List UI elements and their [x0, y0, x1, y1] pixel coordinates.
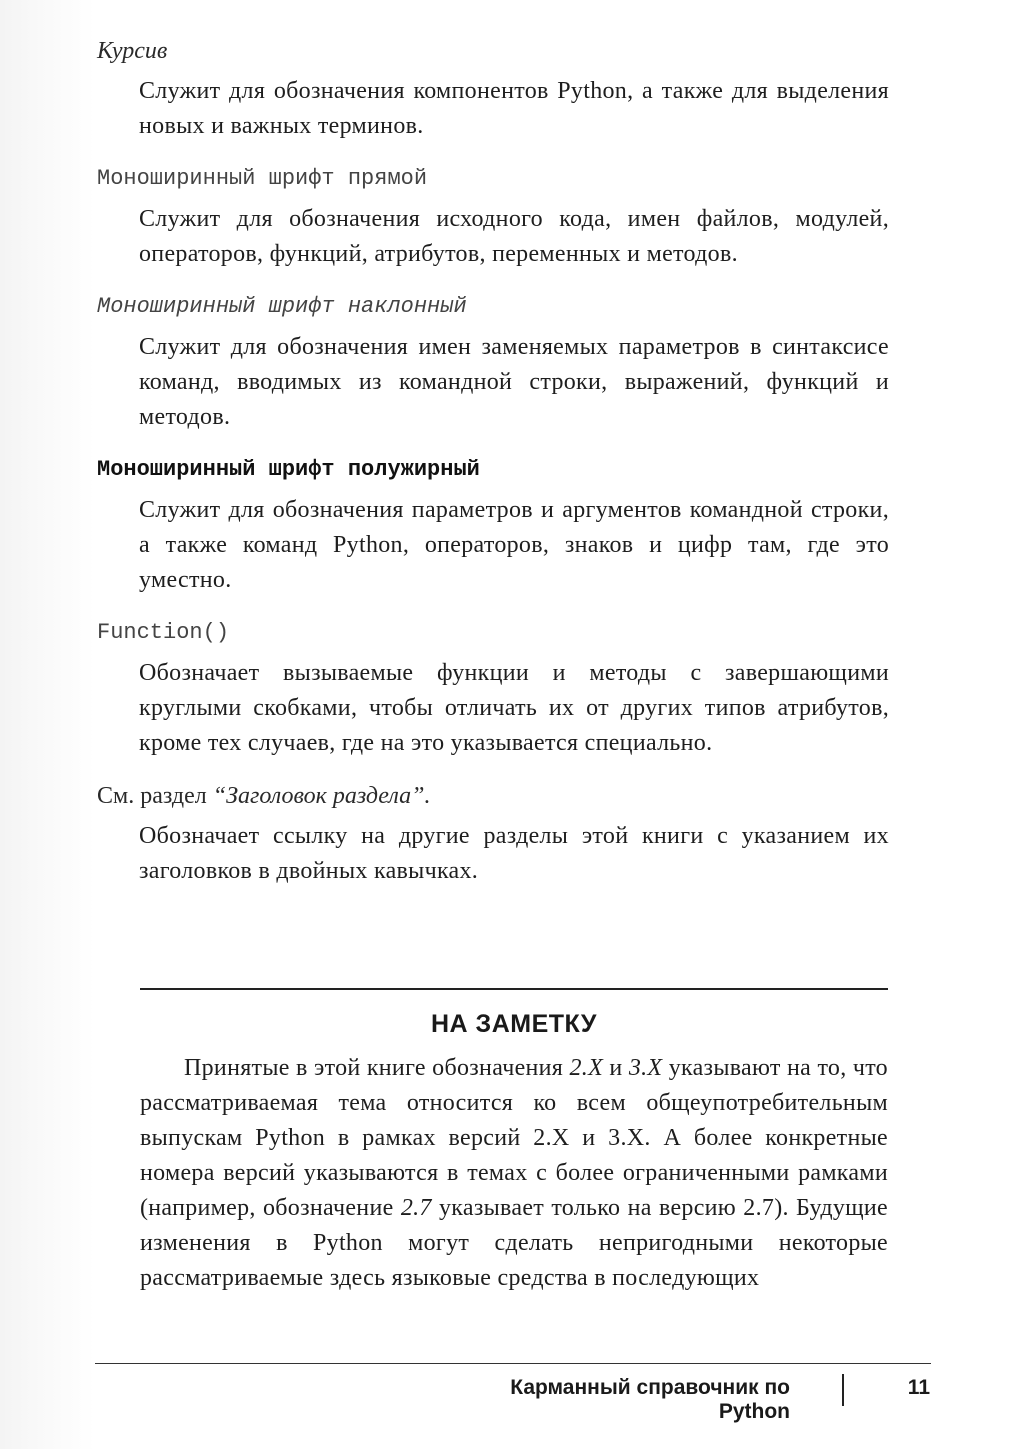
term-monospace-italic-description: Служит для обозначения имен заменяемых параметров в синтаксисе команд, вводимых из командной строки, выражений, функций и методов. — [139, 334, 889, 430]
page-shadow-edge — [0, 0, 95, 1449]
footer-page-number: 11 — [907, 1376, 930, 1399]
note-top-rule — [140, 988, 888, 990]
term-function-call: Function() — [97, 620, 230, 645]
term-monospace-regular: Моноширинный шрифт прямой — [97, 166, 428, 191]
term-section-reference-prefix: См. раздел — [97, 783, 213, 809]
term-section-reference — [97, 779, 889, 813]
term-italic-description: Служит для обозначения компонентов Python, а также для выделения новых и важных терминов. — [139, 78, 889, 139]
note-body — [140, 1051, 888, 1296]
term-italic: Курсив — [97, 38, 168, 64]
term-monospace-regular-description: Служит для обозначения исходного кода, имен файлов, модулей, операторов, функций, атрибутов, переменных и методов. — [139, 206, 889, 267]
footer-book-title: Карманный справочник по Python — [510, 1376, 790, 1423]
conventions-list — [97, 34, 889, 907]
note-text-part2: и — [603, 1055, 629, 1081]
note-text-part4: указывает только на версию 2.7). Будущие изменения в Python могут сделать непригодными некоторые рассматриваемые здесь языковые средства в последующих — [140, 1195, 889, 1291]
term-function-call-description: Обозначает вызываемые функции и методы с завершающими круглыми скобками, чтобы отличать их от других типов атрибутов, кроме тех случаев, где на это указывается специально. — [139, 660, 889, 756]
term-monospace-bold: Моноширинный шрифт полужирный — [97, 457, 480, 482]
note-version-2x: 2.X — [569, 1055, 604, 1081]
note-text-part1: Принятые в этой книге обозначения — [184, 1055, 570, 1081]
term-section-reference-title: “Заголовок раздела”. — [212, 783, 431, 809]
note-version-3x: 3.X — [628, 1055, 663, 1081]
term-section-reference-description: Обозначает ссылку на другие разделы этой книги с указанием их заголовков в двойных кавычках. — [139, 823, 889, 884]
term-monospace-italic: Моноширинный шрифт наклонный — [97, 294, 467, 319]
note-version-27: 2.7 — [400, 1195, 432, 1221]
term-monospace-bold-description: Служит для обозначения параметров и аргументов командной строки, а также команд Python, операторов, знаков и цифр там, где это уместно. — [139, 497, 889, 593]
note-text-part3: указывают на то, что рассматриваемая тема относится ко всем общеупотребительным выпускам Python в рамках версий 2.X и 3.X. А более конкретные номера версий указываются в темах с более ограниченными рамками (например, обозначение — [140, 1055, 888, 1221]
note-title: НА ЗАМЕТКУ — [431, 1010, 597, 1038]
footer-separator — [842, 1374, 844, 1406]
footer-rule — [95, 1363, 931, 1364]
note-box — [140, 988, 888, 1296]
